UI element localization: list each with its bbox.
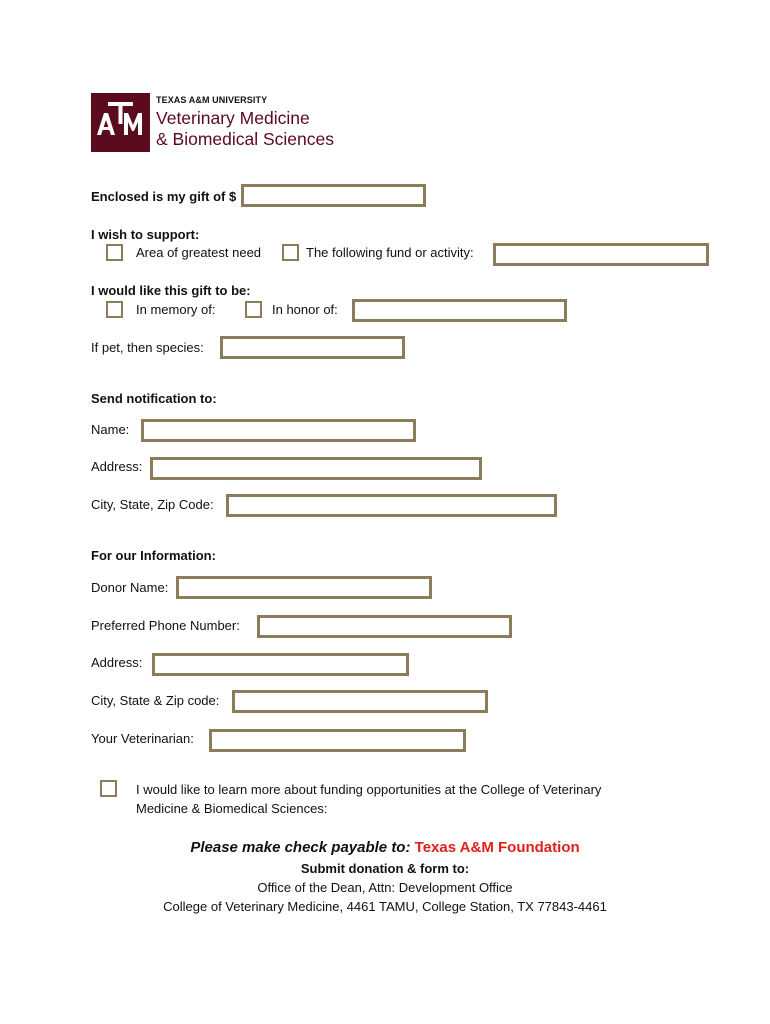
logo-title-line2: & Biomedical Sciences [156, 129, 334, 149]
notify-name-label: Name: [91, 422, 130, 437]
fund-activity-checkbox[interactable] [282, 244, 299, 261]
veterinarian-label: Your Veterinarian: [91, 731, 194, 746]
donor-city-input[interactable] [232, 690, 488, 713]
in-honor-checkbox[interactable] [245, 301, 262, 318]
learn-more-line2: Medicine & Biomedical Sciences: [136, 801, 328, 816]
information-heading: For our Information: [91, 548, 216, 563]
gift-type-heading: I would like this gift to be: [91, 283, 251, 298]
in-memory-checkbox[interactable] [106, 301, 123, 318]
payable-prefix: Please make check payable to: [190, 839, 411, 856]
submit-heading: Submit donation & form to: [300, 861, 470, 876]
notify-address-label: Address: [91, 459, 143, 474]
phone-label: Preferred Phone Number: [91, 618, 240, 633]
donor-name-input[interactable] [176, 576, 432, 599]
area-greatest-need-checkbox[interactable] [106, 244, 123, 261]
learn-more-line1: I would like to learn more about funding opportunities at the College of Veterinary [136, 782, 602, 797]
pet-species-input[interactable] [220, 336, 405, 359]
support-heading: I wish to support: [91, 227, 200, 242]
area-greatest-need-label: Area of greatest need [136, 245, 262, 260]
phone-input[interactable] [257, 615, 512, 638]
payable-line [0, 839, 770, 856]
logo-title-line1: Veterinary Medicine [156, 108, 310, 128]
notify-city-label: City, State, Zip Code: [91, 497, 214, 512]
donor-name-label: Donor Name: [91, 580, 169, 595]
office-address-line: College of Veterinary Medicine, 4461 TAMU, College Station, TX 77843-4461 [163, 899, 607, 914]
pet-species-label: If pet, then species: [91, 340, 204, 355]
donor-city-label: City, State & Zip code: [91, 693, 220, 708]
tamu-logo-mark [91, 93, 150, 152]
donor-address-label: Address: [91, 655, 143, 670]
notification-heading: Send notification to: [91, 391, 217, 406]
notify-city-input[interactable] [226, 494, 557, 517]
gift-amount-label: Enclosed is my gift of $ [91, 189, 237, 204]
donor-address-input[interactable] [152, 653, 409, 676]
in-memory-label: In memory of: [136, 302, 216, 317]
in-honor-input[interactable] [352, 299, 567, 322]
in-honor-label: In honor of: [272, 302, 338, 317]
atm-logo-icon [91, 93, 150, 152]
logo-university-text: TEXAS A&M UNIVERSITY [156, 95, 268, 105]
payable-name: Texas A&M Foundation [414, 839, 580, 856]
gift-amount-input[interactable] [241, 184, 426, 207]
notify-address-input[interactable] [150, 457, 482, 480]
veterinarian-input[interactable] [209, 729, 466, 752]
office-line: Office of the Dean, Attn: Development Office [257, 880, 513, 895]
fund-activity-label: The following fund or activity: [306, 245, 474, 260]
notify-name-input[interactable] [141, 419, 416, 442]
learn-more-checkbox[interactable] [100, 780, 117, 797]
fund-activity-input[interactable] [493, 243, 709, 266]
